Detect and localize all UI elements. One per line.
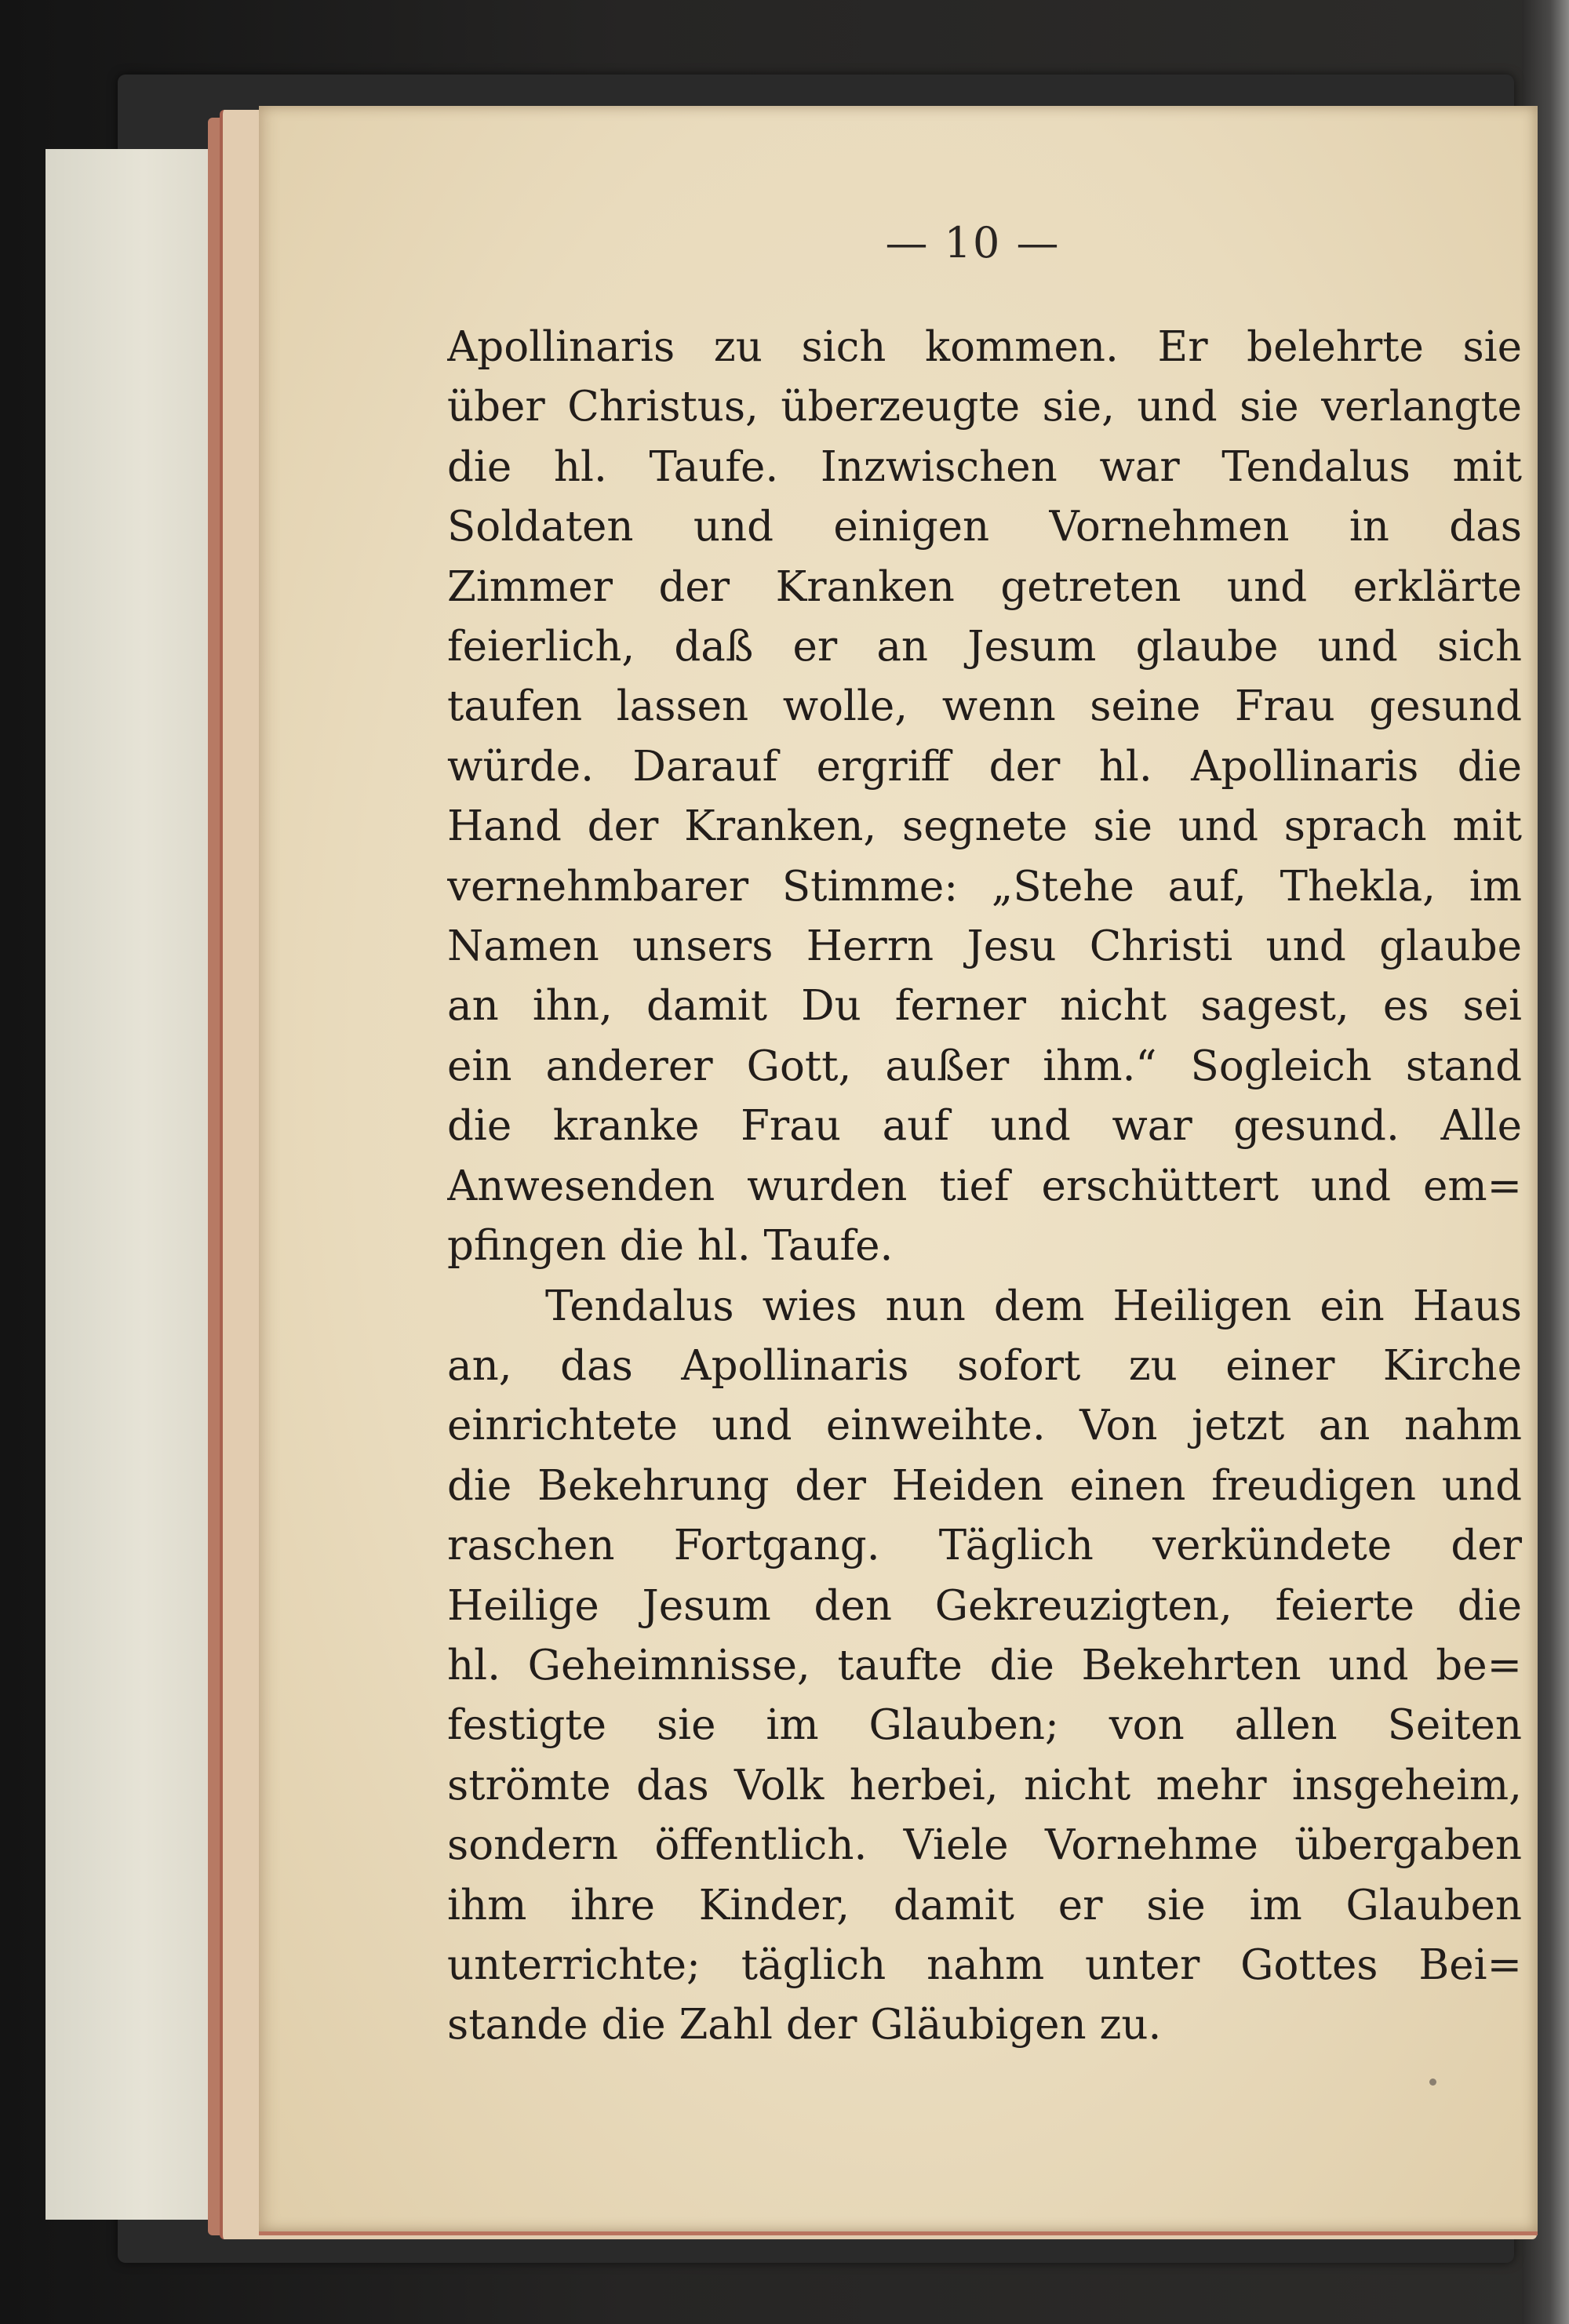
text-line: vernehmbarer Stimme: „Stehe auf, Thekla, im: [447, 862, 1522, 911]
text-line: raschen Fortgang. Täglich verkündete der: [447, 1522, 1522, 1570]
paragraph-1: [447, 318, 1522, 1277]
text-line: strömte das Volk herbei, nicht mehr insgeheim,: [447, 1761, 1522, 1809]
text-line: feierlich, daß er an Jesum glaube und sich: [447, 623, 1522, 671]
page-number: — 10 —: [885, 218, 1061, 267]
text-line: die kranke Frau auf und war gesund. Alle: [447, 1102, 1522, 1151]
text-line: Heilige Jesum den Gekreuzigten, feierte die: [447, 1581, 1522, 1630]
text-line: pfingen die hl. Taufe.: [447, 1222, 894, 1271]
text-line: stande die Zahl der Gläubigen zu.: [447, 2001, 1162, 2049]
text-line: ein anderer Gott, außer ihm.“ Sogleich stand: [447, 1042, 1522, 1090]
text-line: an, das Apollinaris sofort zu einer Kirche: [447, 1341, 1522, 1390]
text-line: Soldaten und einigen Vornehmen in das: [447, 503, 1522, 551]
text-line: unterrichte; täglich nahm unter Gottes Bei=: [447, 1940, 1522, 1989]
text-line: festigte sie im Glauben; von allen Seiten: [447, 1701, 1522, 1750]
ink-speck: [1429, 2079, 1436, 2086]
body-text: [447, 318, 1522, 2056]
text-line: Tendalus wies nun dem Heiligen ein Haus: [545, 1282, 1522, 1330]
text-line: Hand der Kranken, segnete sie und sprach mit: [447, 802, 1522, 851]
text-line: an ihn, damit Du ferner nicht sagest, es sei: [447, 982, 1522, 1031]
text-line: über Christus, überzeugte sie, und sie verlangte: [447, 383, 1522, 431]
text-line: würde. Darauf ergriff der hl. Apollinaris die: [447, 742, 1522, 791]
text-line: Namen unsers Herrn Jesu Christi und glaube: [447, 922, 1522, 971]
text-line: ihm ihre Kinder, damit er sie im Glauben: [447, 1881, 1522, 1929]
text-line: Zimmer der Kranken getreten und erklärte: [447, 562, 1522, 611]
text-line: einrichtete und einweihte. Von jetzt an nahm: [447, 1402, 1522, 1450]
paragraph-2: [447, 1277, 1522, 2056]
text-line: sondern öffentlich. Viele Vornehme übergaben: [447, 1821, 1522, 1870]
text-line: Anwesenden wurden tief erschüttert und em=: [447, 1162, 1522, 1210]
text-line: die Bekehrung der Heiden einen freudigen und: [447, 1461, 1522, 1510]
text-line: taufen lassen wolle, wenn seine Frau gesund: [447, 682, 1522, 731]
text-line: hl. Geheimnisse, taufte die Bekehrten und be=: [447, 1641, 1522, 1689]
text-line: Apollinaris zu sich kommen. Er belehrte sie: [447, 323, 1522, 371]
text-line: die hl. Taufe. Inzwischen war Tendalus mit: [447, 442, 1522, 491]
